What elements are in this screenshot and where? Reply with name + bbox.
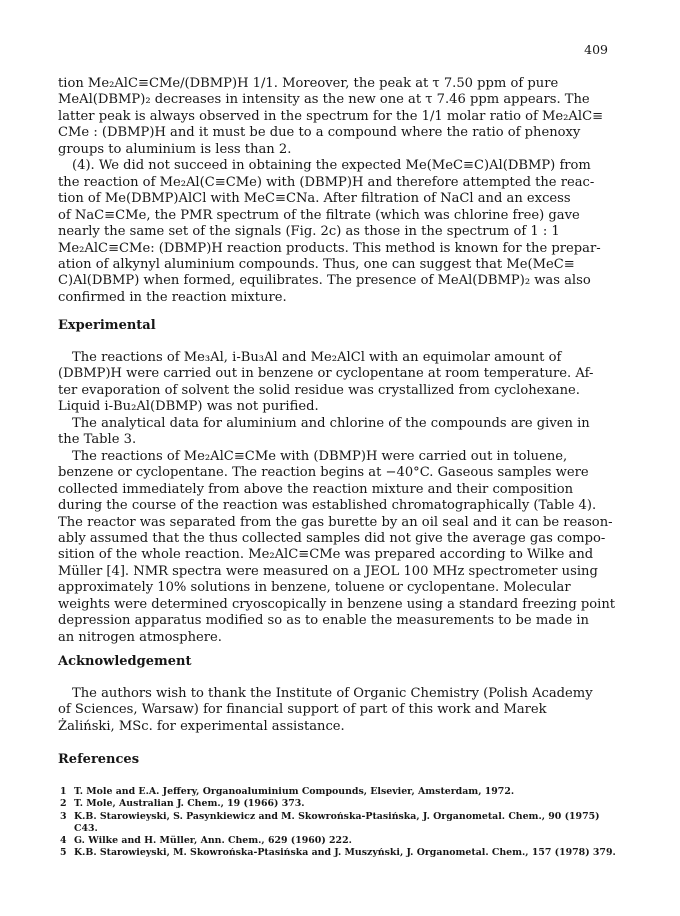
body-line: ation of alkynyl aluminium compounds. Thus, one can suggest that Me(MeC≡ [58, 256, 575, 272]
reference-item [60, 847, 630, 859]
body-line: The analytical data for aluminium and chlorine of the compounds are given in [72, 415, 590, 431]
body-line: The reactions of Me₃Al, i-Bu₃Al and Me₂AlCl with an equimolar amount of [72, 350, 562, 365]
reference-text: T. Mole and E.A. Jeffery, Organoaluminium Compounds, Elsevier, Amsterdam, 1972. [74, 786, 515, 797]
body-line: tion Me₂AlC≡CMe/(DBMP)H 1/1. Moreover, the peak at τ 7.50 ppm of pure [58, 76, 559, 91]
reference-number: 4 [60, 835, 67, 847]
reference-text: T. Mole, Australian J. Chem., 19 (1966) 373. [74, 798, 305, 810]
references-heading: References [58, 752, 140, 767]
reference-item [60, 798, 630, 810]
body-line: latter peak is always observed in the spectrum for the 1/1 molar ratio of Me₂AlC≡ [58, 108, 604, 124]
page-number: 409 [584, 42, 608, 57]
references-list [60, 786, 630, 860]
body-line: nearly the same set of the signals (Fig. 2c) as those in the spectrum of 1 : 1 [58, 224, 560, 240]
body-line: Me₂AlC≡CMe: (DBMP)H reaction products. This method is known for the prepar- [58, 240, 601, 256]
body-line: ably assumed that the thus collected samples did not give the average gas compo- [58, 530, 606, 546]
acknowledgement-heading: Acknowledgement [58, 654, 192, 669]
body-line: MeAl(DBMP)₂ decreases in intensity as the new one at τ 7.46 ppm appears. The [58, 92, 590, 108]
body-line: Liquid i-Bu₂Al(DBMP) was not purified. [58, 399, 319, 415]
body-line: (4). We did not succeed in obtaining the expected Me(MeC≡C)Al(DBMP) from [72, 158, 591, 174]
body-line: ter evaporation of solvent the solid residue was crystallized from cyclohexane. [58, 382, 580, 398]
reference-item [60, 835, 630, 847]
reference-continuation: C43. [74, 822, 98, 834]
body-line: The reactions of Me₂AlC≡CMe with (DBMP)H were carried out in toluene, [72, 448, 568, 464]
body-line: of Sciences, Warsaw) for financial support of part of this work and Marek [58, 702, 547, 718]
body-line: sition of the whole reaction. Me₂AlC≡CMe was prepared according to Wilke and [58, 547, 594, 563]
reference-text: K.B. Starowieyski, S. Pasynkiewicz and M. Skowrońska-Ptasińska, J. Organometal. Chem., 90 (1975) [74, 810, 600, 822]
experimental-heading: Experimental [58, 318, 156, 333]
body-line: the reaction of Me₂Al(C≡CMe) with (DBMP)H and therefore attempted the reac- [58, 174, 595, 190]
continuation-paragraphs [58, 76, 624, 306]
body-line: collected immediately from above the reaction mixture and their composition [58, 481, 574, 497]
body-line: CMe : (DBMP)H and it must be due to a compound where the ratio of phenoxy [58, 125, 581, 141]
body-line: Müller [4]. NMR spectra were measured on a JEOL 100 MHz spectrometer using [58, 563, 598, 579]
body-line: The authors wish to thank the Institute of Organic Chemistry (Polish Academy [72, 686, 593, 701]
body-line: Żaliński, MSc. for experimental assistance. [58, 718, 345, 734]
experimental-section [58, 350, 624, 646]
reference-number: 2 [60, 798, 67, 810]
body-line: depression apparatus modified so as to enable the measurements to be made in [58, 613, 589, 629]
reference-number: 3 [60, 810, 67, 822]
body-line: C)Al(DBMP) when formed, equilibrates. The presence of MeAl(DBMP)₂ was also [58, 273, 591, 289]
body-line: confirmed in the reaction mixture. [58, 289, 287, 305]
reference-text: G. Wilke and H. Müller, Ann. Chem., 629 (1960) 222. [74, 835, 352, 847]
body-line: an nitrogen atmosphere. [58, 629, 222, 645]
body-line: The reactor was separated from the gas burette by an oil seal and it can be reason- [58, 514, 613, 530]
body-line: tion of Me(DBMP)AlCl with MeC≡CNa. After filtration of NaCl and an excess [58, 191, 571, 207]
body-line: of NaC≡CMe, the PMR spectrum of the filtrate (which was chlorine free) gave [58, 207, 580, 223]
reference-text: K.B. Starowieyski, M. Skowrońska-Ptasińska and J. Muszyński, J. Organometal. Chem., 157 (1978) 379. [74, 847, 616, 859]
body-line: weights were determined cryoscopically in benzene using a standard freezing point [58, 596, 616, 612]
reference-item [60, 786, 630, 798]
body-line: the Table 3. [58, 432, 137, 448]
body-line: groups to aluminium is less than 2. [58, 141, 292, 157]
body-line: approximately 10% solutions in benzene, toluene or cyclopentane. Molecular [58, 580, 571, 596]
acknowledgement-section [58, 686, 624, 735]
reference-item [60, 811, 630, 823]
reference-number: 5 [60, 847, 67, 859]
body-line: benzene or cyclopentane. The reaction begins at −40°C. Gaseous samples were [58, 465, 589, 481]
body-line: (DBMP)H were carried out in benzene or cyclopentane at room temperature. Af- [58, 366, 594, 382]
reference-number: 1 [60, 786, 67, 797]
body-line: during the course of the reaction was established chromatographically (Table 4). [58, 498, 597, 514]
